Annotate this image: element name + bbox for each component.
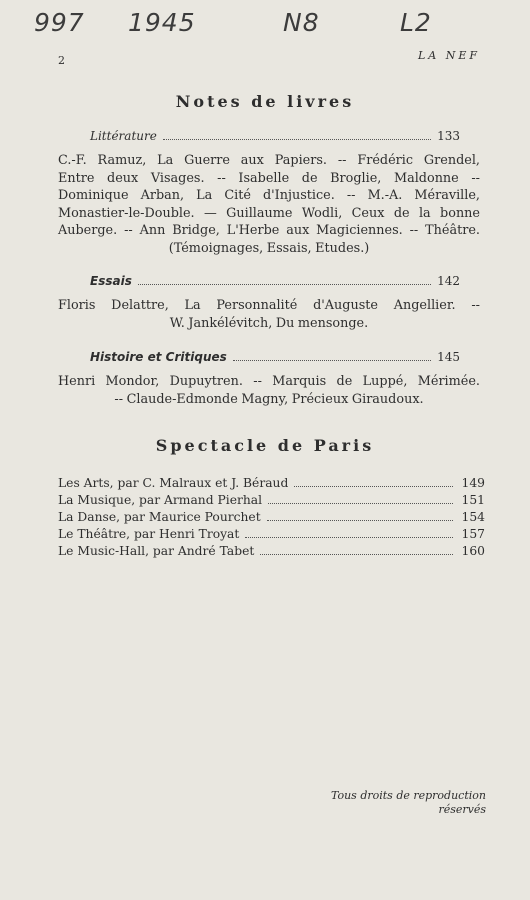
dot-leader [245, 530, 453, 538]
dot-leader [268, 496, 453, 504]
entry-line: (Témoignages, Essais, Etudes.) [168, 240, 370, 256]
entry-label: Littérature [90, 129, 157, 143]
page-number: 2 [58, 54, 65, 67]
entry-page: 142 [437, 274, 460, 288]
entry-text-essais [58, 297, 480, 332]
entry-text-histoire [58, 373, 480, 408]
spectacle-page: 149 [461, 476, 485, 490]
handwritten-note: 1945 [128, 8, 196, 37]
running-title: LA NEF [417, 49, 480, 62]
entry-line: Henri Mondor, Dupuytren. -- Marquis de Luppé, Mérimée. [58, 374, 480, 389]
spectacle-row [58, 493, 485, 507]
spectacle-page: 151 [461, 493, 485, 507]
handwritten-note: N8 [283, 8, 320, 37]
entry-line: -- Claude-Edmonde Magny, Précieux Giraudoux. [114, 391, 424, 407]
dot-leader [260, 547, 453, 555]
entry-line: Monastier-le-Double. — Guillaume Wodli, Ceux de la bonne [58, 205, 480, 221]
section-title-spectacle: Spectacle de Paris [155, 436, 375, 455]
spectacle-page: 154 [461, 510, 485, 524]
dot-leader [294, 479, 453, 487]
dot-leader [138, 276, 431, 285]
dot-leader [267, 513, 453, 521]
entry-line: Floris Delattre, La Personnalité d'Auguste Angellier. -- [58, 298, 480, 313]
entry-line: Auberge. -- Ann Bridge, L'Herbe aux Magiciennes. -- Théâtre. [58, 223, 480, 238]
entry-heading-litterature [90, 129, 460, 143]
section-title-notes: Notes de livres [175, 92, 355, 111]
spectacle-label: La Danse, par Maurice Pourchet [58, 510, 261, 524]
spectacle-label: Le Théâtre, par Henri Troyat [58, 527, 240, 541]
spectacle-row [58, 527, 485, 541]
entry-heading-essais [90, 274, 460, 288]
entry-label: Essais [90, 274, 132, 288]
entry-page: 133 [437, 129, 460, 143]
dot-leader [163, 131, 431, 140]
handwritten-note: L2 [400, 8, 432, 37]
entry-page: 145 [437, 350, 460, 364]
copyright-notice [331, 789, 486, 817]
handwritten-note: 997 [34, 8, 85, 37]
entry-line: Entre deux Visages. -- Isabelle de Broglie, Maldonne -- [58, 170, 480, 186]
entry-heading-histoire [90, 350, 460, 364]
entry-label: Histoire et Critiques [90, 350, 227, 364]
entry-line: Dominique Arban, La Cité d'Injustice. -- M.-A. Méraville, [58, 188, 480, 203]
copyright-line: réservés [438, 803, 486, 816]
spectacle-row [58, 544, 485, 558]
entry-text-litterature [58, 152, 480, 257]
spectacle-page: 160 [461, 544, 485, 558]
spectacle-label: La Musique, par Armand Pierhal [58, 493, 263, 507]
spectacle-page: 157 [461, 527, 485, 541]
spectacle-label: Le Music-Hall, par André Tabet [58, 544, 255, 558]
entry-line: C.-F. Ramuz, La Guerre aux Papiers. -- Frédéric Grendel, [58, 153, 480, 168]
spectacle-row [58, 476, 485, 490]
spectacle-label: Les Arts, par C. Malraux et J. Béraud [58, 476, 289, 490]
copyright-line: Tous droits de reproduction [330, 789, 486, 802]
spectacle-row [58, 510, 485, 524]
dot-leader [233, 352, 431, 361]
entry-line: W. Jankélévitch, Du mensonge. [169, 315, 369, 331]
